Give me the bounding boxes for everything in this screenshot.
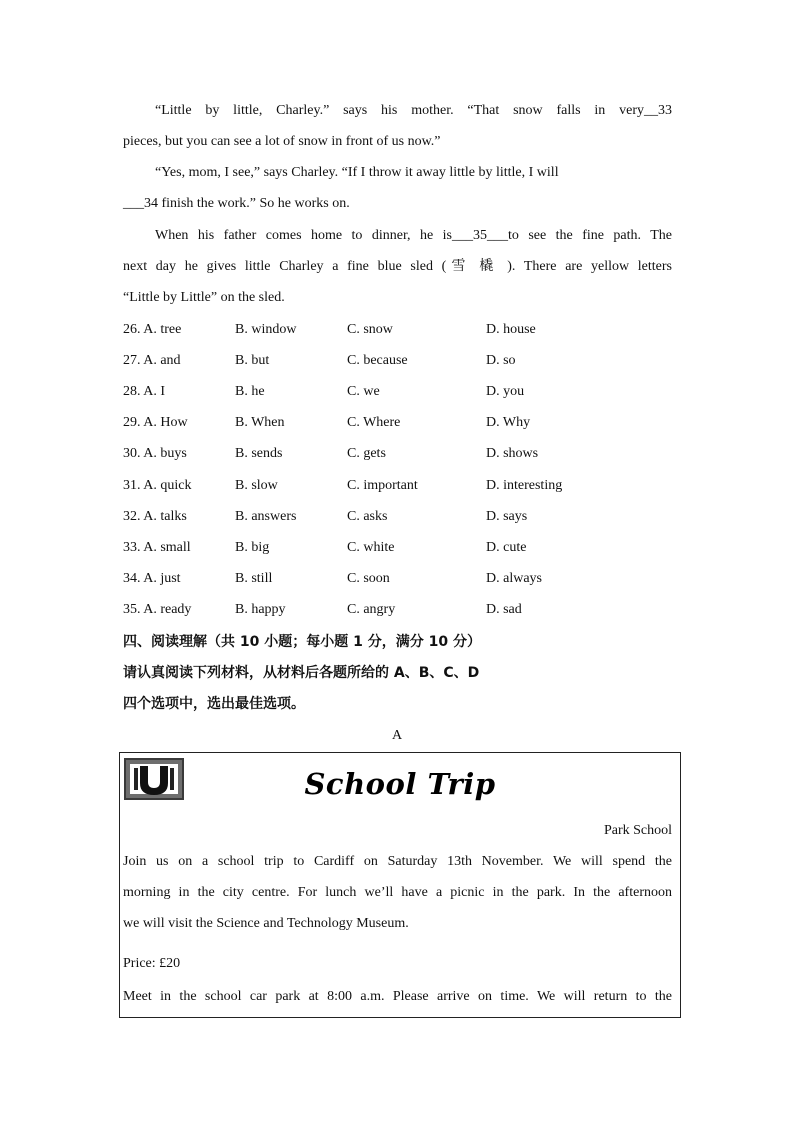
passage-line-3: “Yes, mom, I see,” says Charley. “If I throw it away little by little, I will — [155, 165, 559, 180]
notice-price: Price: £20 — [123, 956, 181, 971]
school-name: Park School — [603, 823, 672, 838]
option-a — [123, 351, 181, 371]
question-number: 30. — [123, 446, 141, 461]
question-number: 31. — [123, 478, 141, 493]
passage-line-2: pieces, but you can see a lot of snow in front of us now.” — [123, 134, 441, 149]
option-a-text: A. tree — [143, 322, 182, 337]
question-27 — [123, 351, 683, 371]
option-a — [123, 382, 165, 402]
option-a — [123, 538, 191, 558]
question-30 — [123, 444, 683, 464]
option-a — [123, 569, 181, 589]
option-d: D. shows — [486, 446, 539, 461]
question-number: 27. — [123, 353, 141, 368]
option-c: C. because — [347, 353, 408, 368]
option-a — [123, 507, 187, 527]
option-c: C. angry — [347, 602, 396, 617]
question-34 — [123, 569, 683, 589]
option-d: D. interesting — [486, 478, 563, 493]
option-b: B. happy — [235, 602, 286, 617]
option-a-text: A. quick — [143, 478, 192, 493]
option-a-text: A. talks — [143, 509, 187, 524]
passage-line-6: next day he gives little Charley a fine blue sled (雪 橇 ). There are yellow letters — [123, 259, 672, 274]
question-number: 35. — [123, 602, 141, 617]
passage-line-7: “Little by Little” on the sled. — [123, 290, 285, 305]
option-d: D. sad — [486, 602, 522, 617]
option-d: D. always — [486, 571, 542, 586]
notice-meet: Meet in the school car park at 8:00 a.m. Please arrive on time. We will return to the — [123, 989, 672, 1004]
option-c: C. soon — [347, 571, 390, 586]
notice-title: School Trip — [304, 767, 496, 801]
option-a-text: A. just — [143, 571, 181, 586]
option-a — [123, 476, 191, 496]
option-b: B. sends — [235, 446, 283, 461]
option-b: B. still — [235, 571, 273, 586]
option-a — [123, 320, 181, 340]
option-a-text: A. buys — [143, 446, 187, 461]
question-number: 29. — [123, 415, 141, 430]
section-instruction-2: 四个选项中，选出最佳选项。 — [123, 696, 305, 712]
option-c: C. we — [347, 384, 380, 399]
section-heading: 四、阅读理解（共 10 小题；每小题 1 分，满分 10 分） — [123, 634, 481, 650]
option-c: C. Where — [347, 415, 401, 430]
option-d: D. house — [486, 322, 536, 337]
question-29 — [123, 413, 683, 433]
question-number: 33. — [123, 540, 141, 555]
option-d: D. Why — [486, 415, 531, 430]
school-trip-notice — [119, 752, 681, 1018]
option-a-text: A. ready — [143, 602, 192, 617]
option-a-text: A. and — [143, 353, 181, 368]
option-a — [123, 413, 188, 433]
question-number: 34. — [123, 571, 141, 586]
question-32 — [123, 507, 683, 527]
option-b: B. When — [235, 415, 285, 430]
option-c: C. snow — [347, 322, 393, 337]
option-a-text: A. small — [143, 540, 191, 555]
option-b: B. window — [235, 322, 297, 337]
option-a — [123, 444, 187, 464]
question-28 — [123, 382, 683, 402]
question-31 — [123, 476, 683, 496]
option-d: D. so — [486, 353, 516, 368]
question-number: 28. — [123, 384, 141, 399]
option-b: B. big — [235, 540, 270, 555]
question-number: 26. — [123, 322, 141, 337]
question-33 — [123, 538, 683, 558]
option-a-text: A. How — [143, 415, 188, 430]
option-b: B. but — [235, 353, 270, 368]
option-a — [123, 600, 191, 620]
option-b: B. answers — [235, 509, 297, 524]
option-b: B. slow — [235, 478, 278, 493]
option-d: D. you — [486, 384, 525, 399]
passage-label: A — [391, 728, 403, 743]
passage-line-1: “Little by little, Charley.” says his mother. “That snow falls in very__33 — [155, 103, 672, 118]
option-c: C. white — [347, 540, 395, 555]
option-c: C. important — [347, 478, 418, 493]
question-35 — [123, 600, 683, 620]
option-c: C. asks — [347, 509, 388, 524]
option-d: D. cute — [486, 540, 527, 555]
option-c: C. gets — [347, 446, 386, 461]
passage-line-4: ___34 finish the work.” So he works on. — [123, 196, 350, 211]
option-a-text: A. I — [143, 384, 166, 399]
question-number: 32. — [123, 509, 141, 524]
passage-line-5: When his father comes home to dinner, he is___35___to see the fine path. The — [155, 228, 672, 243]
option-d: D. says — [486, 509, 528, 524]
section-instruction-1: 请认真阅读下列材料，从材料后各题所给的 A、B、C、D — [123, 665, 480, 681]
notice-line-3: we will visit the Science and Technology Museum. — [123, 916, 409, 931]
question-26 — [123, 320, 683, 340]
notice-line-2: morning in the city centre. For lunch we’ll have a picnic in the park. In the afternoon — [123, 885, 672, 900]
option-b: B. he — [235, 384, 265, 399]
notice-line-1: Join us on a school trip to Cardiff on Saturday 13th November. We will spend the — [123, 854, 672, 869]
